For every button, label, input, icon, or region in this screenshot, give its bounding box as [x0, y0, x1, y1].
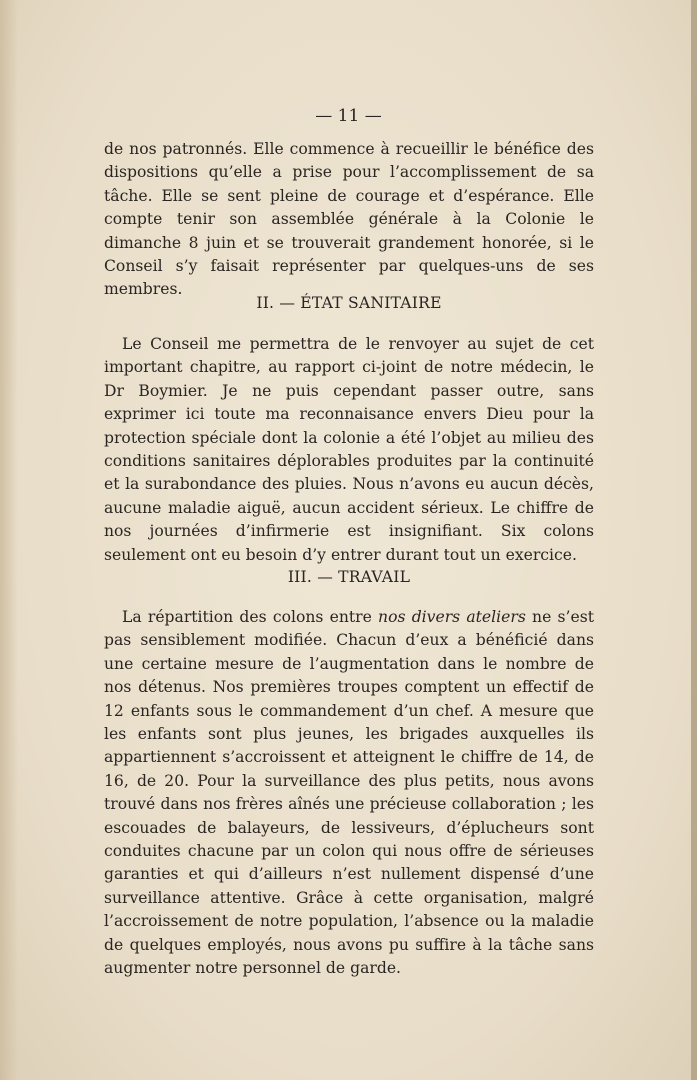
page-number: — 11 — [315, 106, 382, 126]
paragraph-patronage: de nos patronnés. Elle commence à recueillir le bénéfice des dispositions qu’elle a prise pour l’accomplissement de sa tâche. Elle se sent pleine de courage et d’espérance. Elle compte tenir son assemblée générale à la Colonie le dimanche 8 juin et se trouverait grandement honorée, si le Conseil s’y faisait représenter par quelques-uns de ses membres. [104, 140, 594, 299]
section-heading-travail: III. — TRAVAIL [287, 568, 411, 586]
paragraph-etat-sanitaire: Le Conseil me permettra de le renvoyer au sujet de cet important chapitre, au rapport ci-joint de notre médecin, le Dr Boymier. Je ne puis cependant passer outre, sans exprimer ici toute ma reconnaisance envers Dieu pour la protection spéciale dont la colonie a été l’objet au milieu des conditions sanitaires déplorables produites par la continuité et la surabondance des pluies. Nous n’avons eu aucun décès, aucune maladie aiguë, aucun accident sérieux. Le chiffre de nos journées d’infirmerie est insignifiant. Six colons seulement ont eu besoin d’y entrer durant tout un exercice. [104, 335, 594, 564]
paragraph-travail-italic: nos divers ateliers [378, 608, 526, 626]
section-heading-etat-sanitaire: II. — ÉTAT SANITAIRE [256, 294, 442, 312]
paragraph-travail-start: La répartition des colons entre [122, 608, 379, 626]
paragraph-travail-rest: ne s’est pas sensiblement modifiée. Chacun d’eux a bénéficié dans une certaine mesure de l’augmentation dans le nombre de nos détenus. Nos premières troupes comptent un effectif de 12 enfants sous le commandement d’un chef. A mesure que les enfants sont plus jeunes, les brigades auxquelles ils appartiennent s’accroissent et atteignent le chiffre de 14, de 16, de 20. Pour la surveillance des plus petits, nous avons trouvé dans nos frères aînés une précieuse collaboration ; les escouades de balayeurs, de lessiveurs, d’éplucheurs sont conduites chacune par un colon qui nous offre de sérieuses garanties et qui d’ailleurs n’est nullement dispensé d’une surveillance attentive. Grâce à cette organisation, malgré l’accroissement de notre population, l’absence ou la maladie de quelques employés, nous avons pu suffire à la tâche sans augmenter notre personnel de garde. [104, 608, 594, 978]
paragraph-travail [104, 606, 594, 981]
